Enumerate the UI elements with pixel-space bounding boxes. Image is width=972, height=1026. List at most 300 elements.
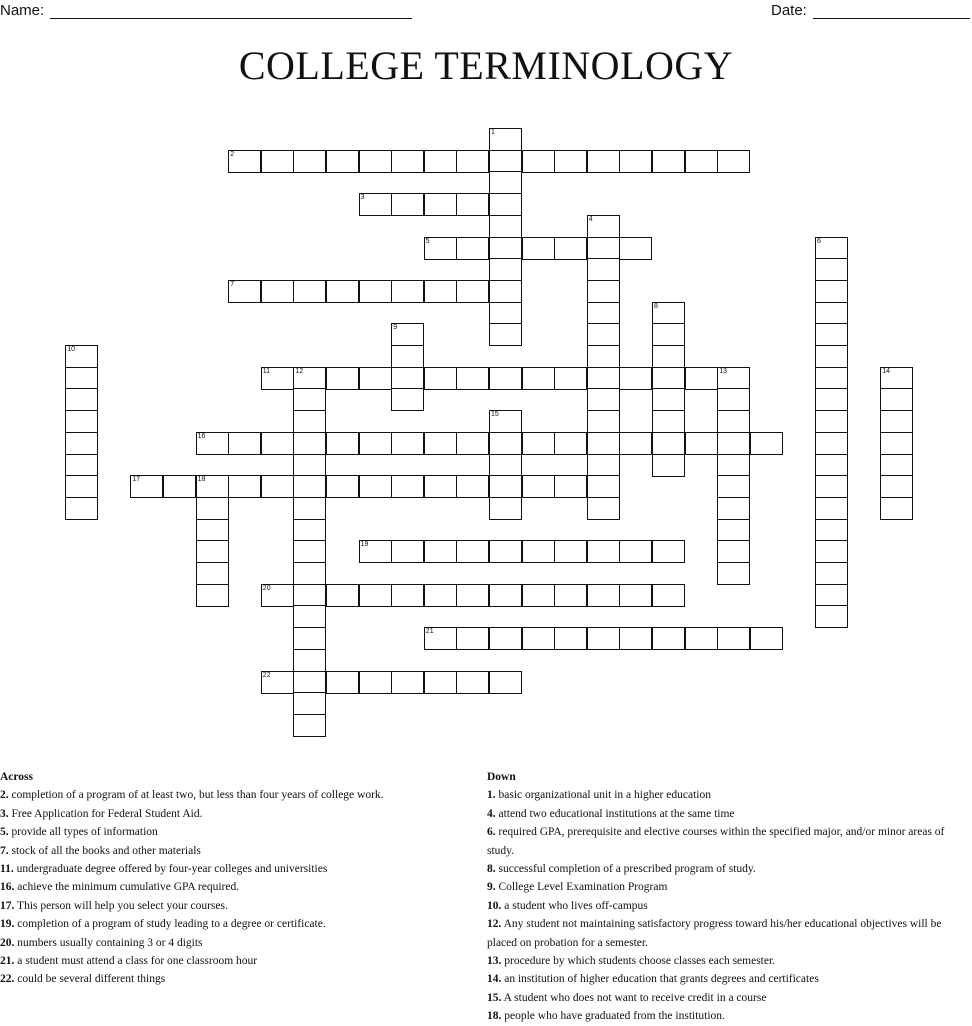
grid-cell[interactable] [815,562,848,585]
clue-text: required GPA, prerequisite and elective courses within the specified major, and/or minor areas of study. [487,826,945,857]
date-blank-line[interactable] [813,3,970,19]
grid-cell[interactable] [880,410,913,433]
grid-cell[interactable] [815,345,848,368]
grid-cell[interactable] [456,237,489,260]
grid-cell[interactable] [717,519,750,542]
across-clue-3 [0,805,460,823]
grid-cell[interactable] [293,519,326,542]
cell-number: 13 [719,367,727,375]
grid-cell[interactable] [880,475,913,498]
grid-cell[interactable] [750,627,783,650]
grid-cell[interactable] [489,475,522,498]
grid-cell[interactable] [587,258,620,281]
grid-cell[interactable] [815,280,848,303]
grid-cell[interactable] [815,540,848,563]
cell-number: 19 [360,541,369,549]
grid-cell[interactable] [619,584,652,607]
clue-number: 4. [487,807,496,820]
clue-text: a student who lives off-campus [501,899,648,912]
grid-cell[interactable] [130,475,163,498]
clue-number: 1. [487,789,496,802]
grid-cell[interactable] [880,432,913,455]
clue-text: basic organizational unit in a higher education [495,789,711,802]
grid-cell[interactable] [587,215,620,238]
grid-cell[interactable] [717,454,750,477]
grid-cell[interactable] [489,367,522,390]
grid-cell[interactable] [424,627,457,650]
grid-cell[interactable] [359,475,392,498]
grid-cell[interactable] [65,454,98,477]
grid-cell[interactable] [619,627,652,650]
grid-cell[interactable] [391,475,424,498]
down-clue-9 [487,878,967,896]
grid-cell[interactable] [587,410,620,433]
grid-cell[interactable] [456,584,489,607]
grid-cell[interactable] [587,345,620,368]
grid-cell[interactable] [815,367,848,390]
grid-cell[interactable] [261,671,294,694]
grid-cell[interactable] [619,367,652,390]
clue-text: could be several different things [14,973,166,986]
grid-cell[interactable] [685,432,718,455]
clue-number: 18. [487,1010,502,1023]
grid-cell[interactable] [489,627,522,650]
grid-cell[interactable] [587,323,620,346]
grid-cell[interactable] [489,584,522,607]
across-clue-22 [0,970,460,988]
grid-cell[interactable] [522,540,555,563]
clue-text: an institution of higher education that grants degrees and certificates [501,973,819,986]
cell-number: 22 [262,671,271,679]
grid-cell[interactable] [456,627,489,650]
grid-cell[interactable] [65,388,98,411]
name-blank-line[interactable] [50,3,412,19]
grid-cell[interactable] [685,150,718,173]
grid-cell[interactable] [619,150,652,173]
grid-cell[interactable] [65,345,98,368]
grid-cell[interactable] [391,193,424,216]
cell-number: 3 [360,194,365,202]
grid-cell[interactable] [456,367,489,390]
grid-cell[interactable] [652,584,685,607]
grid-cell[interactable] [424,475,457,498]
grid-cell[interactable] [196,540,229,563]
grid-cell[interactable] [261,432,294,455]
date-field [771,2,970,19]
down-clue-12 [487,915,967,952]
grid-cell[interactable] [326,432,359,455]
grid-cell[interactable] [228,280,261,303]
clue-text: provide all types of information [8,826,158,839]
grid-cell[interactable] [522,584,555,607]
grid-cell[interactable] [391,432,424,455]
grid-cell[interactable] [456,280,489,303]
grid-cell[interactable] [424,150,457,173]
grid-cell[interactable] [326,475,359,498]
grid-cell[interactable] [65,475,98,498]
grid-cell[interactable] [293,454,326,477]
grid-cell[interactable] [359,432,392,455]
across-clue-5 [0,823,460,841]
clue-text: stock of all the books and other materials [8,844,201,857]
grid-cell[interactable] [652,388,685,411]
clue-text: This person will help you select your courses. [14,899,228,912]
grid-cell[interactable] [717,475,750,498]
down-clue-14 [487,970,967,988]
grid-cell[interactable] [717,627,750,650]
grid-cell[interactable] [587,454,620,477]
grid-cell[interactable] [587,432,620,455]
grid-cell[interactable] [326,150,359,173]
grid-cell[interactable] [489,302,522,325]
grid-cell[interactable] [587,280,620,303]
grid-cell[interactable] [391,150,424,173]
grid-cell[interactable] [489,497,522,520]
grid-cell[interactable] [391,367,424,390]
grid-cell[interactable] [652,323,685,346]
cell-number: 14 [882,367,890,375]
clue-text: attend two educational institutions at the same time [495,807,735,820]
grid-cell[interactable] [652,302,685,325]
date-label: Date: [771,2,807,19]
grid-cell[interactable] [750,432,783,455]
grid-cell[interactable] [196,497,229,520]
grid-cell[interactable] [293,410,326,433]
clue-number: 14. [487,973,502,986]
grid-cell[interactable] [652,150,685,173]
grid-cell[interactable] [489,150,522,173]
grid-cell[interactable] [424,671,457,694]
grid-cell[interactable] [815,454,848,477]
grid-cell[interactable] [424,193,457,216]
cell-number: 8 [654,302,658,310]
grid-cell[interactable] [652,627,685,650]
grid-cell[interactable] [391,388,424,411]
across-clue-21 [0,952,460,970]
cell-number: 20 [262,584,271,592]
grid-cell[interactable] [326,367,359,390]
grid-cell[interactable] [424,584,457,607]
grid-cell[interactable] [489,128,522,151]
clue-number: 17. [0,899,15,912]
grid-cell[interactable] [652,345,685,368]
down-clues [487,768,967,1026]
grid-cell[interactable] [196,562,229,585]
grid-cell[interactable] [424,540,457,563]
grid-cell[interactable] [652,432,685,455]
grid-cell[interactable] [652,410,685,433]
grid-cell[interactable] [196,519,229,542]
grid-cell[interactable] [717,497,750,520]
across-clue-list [0,786,460,988]
grid-cell[interactable] [293,432,326,455]
clue-number: 6. [487,826,496,839]
grid-cell[interactable] [489,540,522,563]
grid-cell[interactable] [685,367,718,390]
grid-cell[interactable] [815,475,848,498]
clue-text: successful completion of a prescribed program of study. [495,863,756,876]
grid-cell[interactable] [815,605,848,628]
clue-text: people who have graduated from the institution. [501,1010,725,1023]
cell-number: 12 [295,367,304,375]
grid-cell[interactable] [587,388,620,411]
grid-cell[interactable] [391,540,424,563]
cell-number: 6 [817,237,821,245]
grid-cell[interactable] [880,388,913,411]
grid-cell[interactable] [293,388,326,411]
grid-cell[interactable] [489,410,522,433]
grid-cell[interactable] [228,150,261,173]
clue-number: 7. [0,844,9,857]
grid-cell[interactable] [456,540,489,563]
grid-cell[interactable] [554,540,587,563]
grid-cell[interactable] [815,584,848,607]
grid-cell[interactable] [880,367,913,390]
grid-cell[interactable] [359,540,392,563]
down-clue-15 [487,989,967,1007]
down-clue-list [487,786,967,1025]
grid-cell[interactable] [554,584,587,607]
grid-cell[interactable] [359,367,392,390]
grid-cell[interactable] [359,584,392,607]
grid-cell[interactable] [522,432,555,455]
grid-cell[interactable] [261,150,294,173]
grid-cell[interactable] [293,150,326,173]
grid-cell[interactable] [456,432,489,455]
grid-cell[interactable] [489,171,522,194]
grid-cell[interactable] [359,671,392,694]
clue-number: 15. [487,991,502,1004]
cell-number: 7 [230,280,235,288]
grid-cell[interactable] [456,671,489,694]
grid-cell[interactable] [456,150,489,173]
grid-cell[interactable] [326,280,359,303]
cell-number: 5 [425,237,430,245]
down-clue-8 [487,860,967,878]
cell-number: 4 [588,215,593,223]
clue-number: 21. [0,955,15,968]
across-clues [0,768,460,989]
clue-text: College Level Examination Program [495,881,668,894]
grid-cell[interactable] [391,345,424,368]
grid-cell[interactable] [522,475,555,498]
down-clue-18 [487,1007,967,1025]
grid-cell[interactable] [359,193,392,216]
grid-cell[interactable] [391,584,424,607]
across-clue-20 [0,934,460,952]
down-clue-6 [487,823,967,860]
grid-cell[interactable] [293,605,326,628]
grid-cell[interactable] [815,432,848,455]
grid-cell[interactable] [196,432,229,455]
across-clue-7 [0,842,460,860]
grid-cell[interactable] [717,150,750,173]
grid-cell[interactable] [587,540,620,563]
grid-cell[interactable] [652,454,685,477]
grid-cell[interactable] [489,258,522,281]
cell-number: 21 [425,628,434,636]
grid-cell[interactable] [196,584,229,607]
grid-cell[interactable] [685,627,718,650]
clue-number: 5. [0,826,9,839]
grid-cell[interactable] [587,475,620,498]
grid-cell[interactable] [717,388,750,411]
grid-cell[interactable] [228,432,261,455]
grid-cell[interactable] [228,475,261,498]
grid-cell[interactable] [619,237,652,260]
grid-cell[interactable] [587,584,620,607]
grid-cell[interactable] [587,367,620,390]
grid-cell[interactable] [522,367,555,390]
grid-cell[interactable] [554,237,587,260]
clue-text: A student who does not want to receive credit in a course [501,991,767,1004]
grid-cell[interactable] [261,584,294,607]
cell-number: 16 [197,432,206,440]
grid-cell[interactable] [652,367,685,390]
cell-number: 18 [197,476,206,484]
grid-cell[interactable] [293,475,326,498]
grid-cell[interactable] [652,540,685,563]
grid-cell[interactable] [293,649,326,672]
grid-cell[interactable] [554,432,587,455]
across-clue-19 [0,915,460,933]
grid-cell[interactable] [522,627,555,650]
clue-text: achieve the minimum cumulative GPA required. [14,881,240,894]
across-clue-16 [0,878,460,896]
grid-cell[interactable] [815,388,848,411]
grid-cell[interactable] [619,540,652,563]
grid-cell[interactable] [424,432,457,455]
grid-cell[interactable] [522,150,555,173]
grid-cell[interactable] [587,627,620,650]
name-label: Name: [0,2,45,19]
clue-number: 19. [0,918,15,931]
clue-text: procedure by which students choose classes each semester. [501,955,776,968]
name-field [0,2,412,19]
grid-cell[interactable] [293,367,326,390]
grid-cell[interactable] [815,237,848,260]
grid-cell[interactable] [554,475,587,498]
grid-cell[interactable] [815,323,848,346]
grid-cell[interactable] [293,280,326,303]
grid-cell[interactable] [587,497,620,520]
cell-number: 1 [491,129,495,136]
grid-cell[interactable] [391,280,424,303]
cell-number: 10 [67,346,75,353]
clue-number: 20. [0,936,15,949]
grid-cell[interactable] [815,497,848,520]
grid-cell[interactable] [456,193,489,216]
cell-number: 11 [262,367,271,375]
grid-cell[interactable] [880,454,913,477]
grid-cell[interactable] [293,540,326,563]
clue-number: 13. [487,955,502,968]
grid-cell[interactable] [293,627,326,650]
grid-cell[interactable] [880,497,913,520]
grid-cell[interactable] [815,410,848,433]
grid-cell[interactable] [293,562,326,585]
grid-cell[interactable] [326,671,359,694]
grid-cell[interactable] [489,432,522,455]
grid-cell[interactable] [587,302,620,325]
clue-number: 8. [487,863,496,876]
clue-number: 10. [487,899,502,912]
grid-cell[interactable] [391,323,424,346]
grid-cell[interactable] [359,150,392,173]
grid-cell[interactable] [489,323,522,346]
clue-number: 9. [487,881,496,894]
across-clue-2 [0,786,460,804]
grid-cell[interactable] [489,280,522,303]
down-clue-10 [487,897,967,915]
grid-cell[interactable] [717,410,750,433]
clue-number: 16. [0,881,15,894]
grid-cell[interactable] [293,584,326,607]
grid-cell[interactable] [815,258,848,281]
clue-text: Free Application for Federal Student Aid. [8,807,203,820]
grid-cell[interactable] [489,454,522,477]
grid-cell[interactable] [424,280,457,303]
clue-text: a student must attend a class for one classroom hour [14,955,258,968]
grid-cell[interactable] [717,540,750,563]
grid-cell[interactable] [489,215,522,238]
grid-cell[interactable] [619,432,652,455]
clue-text: Any student not maintaining satisfactory progress toward his/her educational objectives will be placed on probation for a semester. [487,918,942,949]
grid-cell[interactable] [456,475,489,498]
grid-cell[interactable] [65,410,98,433]
across-heading: Across [0,771,34,783]
grid-cell[interactable] [815,519,848,542]
grid-cell[interactable] [65,497,98,520]
grid-cell[interactable] [717,432,750,455]
grid-cell[interactable] [293,714,326,737]
grid-cell[interactable] [587,150,620,173]
grid-cell[interactable] [489,193,522,216]
grid-cell[interactable] [261,280,294,303]
clue-number: 2. [0,789,9,802]
grid-cell[interactable] [489,671,522,694]
grid-cell[interactable] [424,367,457,390]
down-clue-1 [487,786,967,804]
grid-cell[interactable] [293,671,326,694]
grid-cell[interactable] [261,475,294,498]
page-title: COLLEGE TERMINOLOGY [238,43,734,88]
grid-cell[interactable] [554,367,587,390]
grid-cell[interactable] [326,584,359,607]
grid-cell[interactable] [196,475,229,498]
grid-cell[interactable] [815,302,848,325]
grid-cell[interactable] [359,280,392,303]
grid-cell[interactable] [261,367,294,390]
grid-cell[interactable] [163,475,196,498]
grid-cell[interactable] [424,237,457,260]
clue-number: 12. [487,918,502,931]
down-clue-4 [487,805,967,823]
grid-cell[interactable] [717,367,750,390]
grid-cell[interactable] [522,237,555,260]
grid-cell[interactable] [391,671,424,694]
grid-cell[interactable] [717,562,750,585]
grid-cell[interactable] [65,367,98,390]
grid-cell[interactable] [293,497,326,520]
grid-cell[interactable] [293,692,326,715]
grid-cell[interactable] [489,237,522,260]
cell-number: 17 [132,476,141,484]
grid-cell[interactable] [587,237,620,260]
grid-cell[interactable] [554,627,587,650]
grid-cell[interactable] [65,432,98,455]
grid-cell[interactable] [554,150,587,173]
